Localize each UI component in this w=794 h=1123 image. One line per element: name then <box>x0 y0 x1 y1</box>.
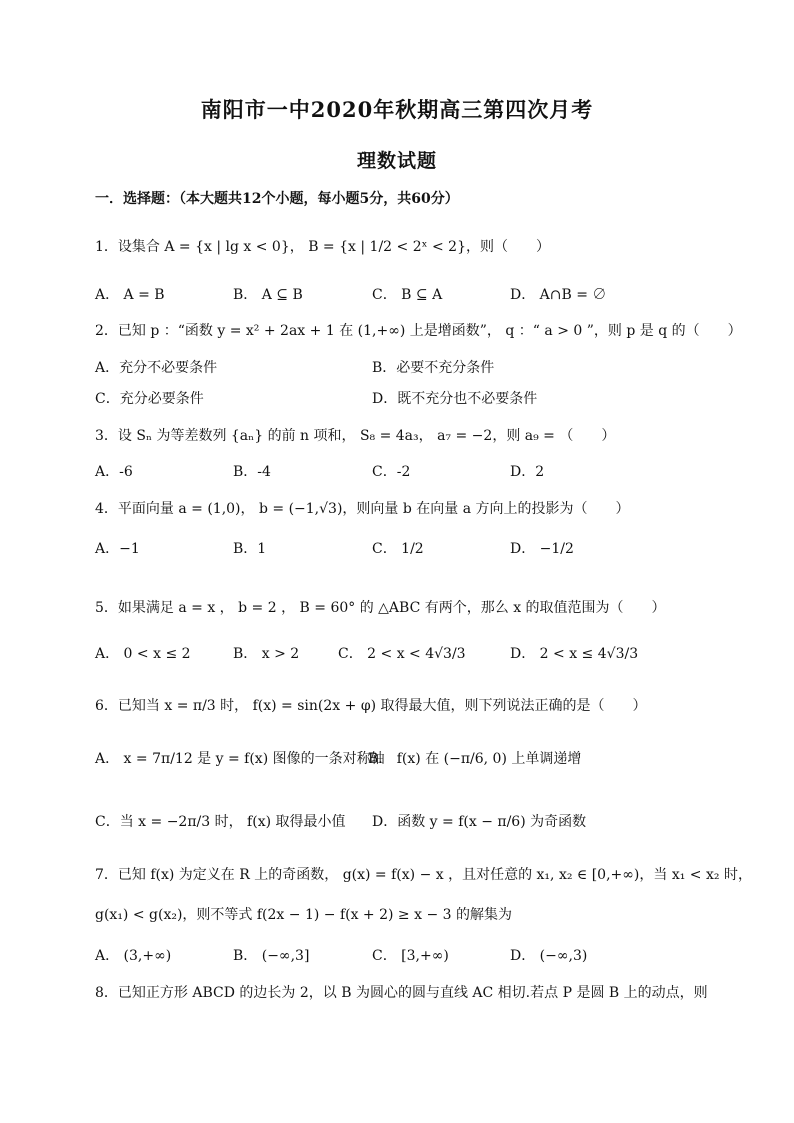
q7-option-b: B． (−∞,3] <box>233 948 310 964</box>
question-5: 5．如果满足 a = x ， b = 2 ， B = 60° 的 △ABC 有两个，那么 x 的取值范围为（ ） <box>95 600 666 616</box>
q4-option-b: B．1 <box>233 541 267 557</box>
q5-option-a: A． 0 < x ≤ 2 <box>95 646 191 662</box>
q2-option-c: C．充分必要条件 <box>95 391 204 407</box>
q3-option-c: C．-2 <box>372 464 411 480</box>
q6-option-a: A． x = 7π/12 是 y = f(x) 图像的一条对称轴 <box>95 751 385 767</box>
question-1: 1．设集合 A = {x | lg x < 0}， B = {x | 1/2 < 2ˣ < 2}，则（ ） <box>95 239 550 255</box>
q2-option-d: D．既不充分也不必要条件 <box>372 391 538 407</box>
question-4: 4．平面向量 a = (1,0)， b = (−1,√3)，则向量 b 在向量 a 方向上的投影为（ ） <box>95 501 630 517</box>
q5-option-d: D． 2 < x ≤ 4√3/3 <box>510 646 639 662</box>
q1-option-b: B． A ⊆ B <box>233 287 303 303</box>
question-7: 7．已知 f(x) 为定义在 R 上的奇函数， g(x) = f(x) − x ，且对任意的 x₁, x₂ ∈ [0,+∞)，当 x₁ < x₂ 时， <box>95 867 752 883</box>
question-2: 2．已知 p ：“函数 y = x² + 2ax + 1 在 (1,+∞) 上是增函数”， q ：“ a > 0 ”，则 p 是 q 的（ ） <box>95 323 742 339</box>
q6-option-d: D．函数 y = f(x − π/6) 为奇函数 <box>372 814 587 830</box>
q4-option-d: D． −1/2 <box>510 541 574 557</box>
q4-option-c: C． 1/2 <box>372 541 424 557</box>
q6-option-b: B． f(x) 在 (−π/6, 0) 上单调递增 <box>368 751 582 767</box>
q4-option-a: A．−1 <box>95 541 140 557</box>
question-3: 3．设 Sₙ 为等差数列 {aₙ} 的前 n 项和， S₈ = 4a₃， a₇ = −2，则 a₉ = （ ） <box>95 428 616 444</box>
q5-option-b: B． x > 2 <box>233 646 300 662</box>
page-title: 南阳市一中2020年秋期高三第四次月考 <box>200 97 594 122</box>
q7-option-c: C． [3,+∞) <box>372 948 449 964</box>
q2-option-a: A．充分不必要条件 <box>95 360 218 376</box>
q3-option-d: D．2 <box>510 464 545 480</box>
question-7-continued: g(x₁) < g(x₂)，则不等式 f(2x − 1) − f(x + 2) ≥ x − 3 的解集为 <box>95 907 512 923</box>
q1-option-c: C． B ⊆ A <box>372 287 443 303</box>
q1-option-d: D． A∩B = ∅ <box>510 287 607 303</box>
q3-option-a: A．-6 <box>95 464 133 480</box>
q7-option-a: A． (3,+∞) <box>95 948 172 964</box>
q1-option-a: A． A = B <box>95 287 165 303</box>
q7-option-d: D． (−∞,3) <box>510 948 588 964</box>
q6-option-c: C．当 x = −2π/3 时， f(x) 取得最小值 <box>95 814 346 830</box>
page-subtitle: 理数试题 <box>356 150 437 172</box>
question-6: 6．已知当 x = π/3 时， f(x) = sin(2x + φ) 取得最大值，则下列说法正确的是（ ） <box>95 698 647 714</box>
q3-option-b: B．-4 <box>233 464 271 480</box>
q2-option-b: B．必要不充分条件 <box>372 360 495 376</box>
section-heading: 一．选择题：（本大题共12个小题，每小题5分，共60分） <box>95 191 459 207</box>
question-8: 8．已知正方形 ABCD 的边长为 2，以 B 为圆心的圆与直线 AC 相切.若点 P 是圆 B 上的动点，则 <box>95 985 708 1001</box>
q5-option-c: C． 2 < x < 4√3/3 <box>338 646 466 662</box>
